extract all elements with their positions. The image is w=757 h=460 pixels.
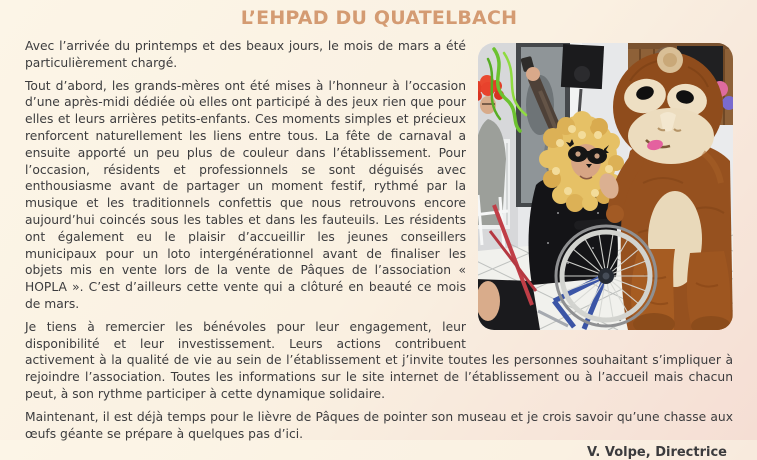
monkey-mascot	[606, 47, 733, 330]
carnival-photo-illustration	[478, 43, 733, 330]
article-body	[25, 38, 733, 460]
paragraph-thanks: Je tiens à remercier les bénévoles pour leur engagement, leur disponibilité et leur investissement. Leurs actions contribuent activement à la qualité de vie au sein de l’établissement et j’invite toutes les personnes souhaitant s’impliquer à rejoindre l’association. Toutes les informations sur le site internet de l’établissement ou à l’accueil mais chacun peut, à son rythme participer à cette dynamique solidaire.	[25, 319, 733, 401]
page-title: L’EHPAD DU QUATELBACH	[240, 7, 518, 29]
signature: V. Volpe, Directrice	[587, 445, 727, 460]
paragraph-easter: Maintenant, il est déjà temps pour le lièvre de Pâques de pointer son museau et je crois savoir qu’une chasse aux œufs géante se prépare à quelques pas d’ici.	[25, 409, 733, 441]
paragraph-events: Tout d’abord, les grands-mères ont été mises à l’honneur à l’occasion d’une après-midi dédiée où elles ont participé à des jeux rien que pour elles et leurs arrières petits-enfants. Ces moments simples et précieux renforcent naturellement les liens entre tous. La fête de carnaval a ensuite apporté un peu plus de couleur dans l’établissement. Pour l’occasion, résidents et professionnels se sont déguisés avec enthousiasme avant de partager un moment festif, rythmé par la musique et les traditionnels confettis que nous retrouvons encore aujourd’hui coincés sous les tables et dans les fauteuils. Les résidents ont également eu le plaisir d’accueillir les jeunes conseillers municipaux pour un loto intergénérationnel avant de finaliser les objets mis en vente lors de la vente de Pâques de l’association « HOPLA ». C’est d’ailleurs cette vente qui a clôturé en beauté ce mois de mars.	[25, 78, 466, 311]
paragraph-intro: Avec l’arrivée du printemps et des beaux jours, le mois de mars a été particulièrement chargé.	[25, 39, 466, 70]
carnival-photo	[478, 43, 733, 330]
